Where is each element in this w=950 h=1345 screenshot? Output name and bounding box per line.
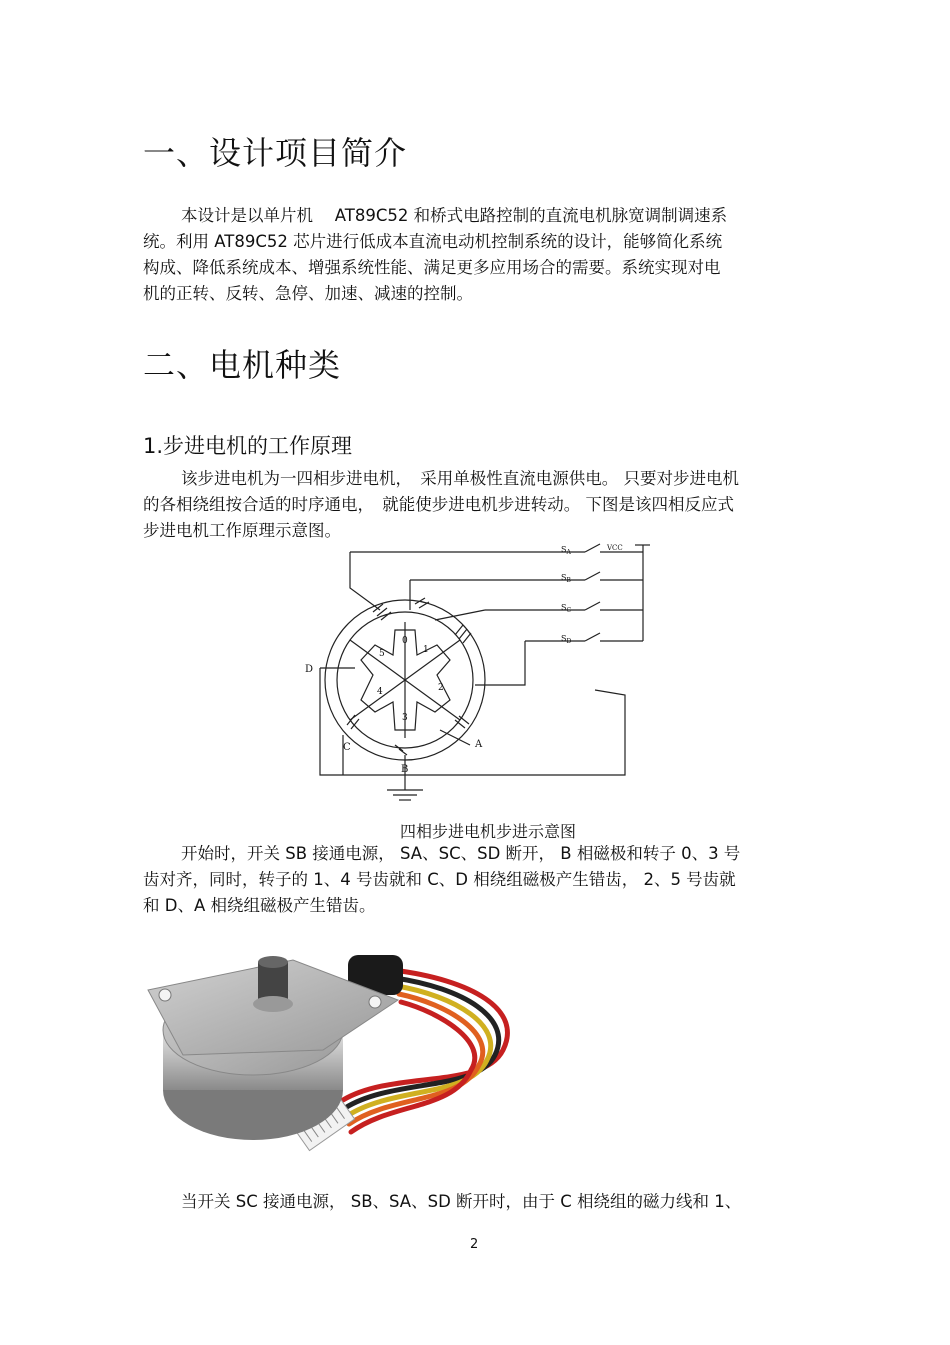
tooth-label-1: 1 (423, 645, 429, 655)
tooth-label-2: 2 (438, 683, 444, 693)
phase-label-b: B (401, 764, 409, 775)
paragraph-line: 齿对齐，同时，转子的 1、4 号齿就和 C、D 相绕组磁极产生错齿， 2、5 号齿就 (143, 870, 736, 889)
stepper-motor-photo (143, 940, 533, 1175)
paragraph-line: 该步进电机为一四相步进电机， 采用单极性直流电源供电。 只要对步进电机 (181, 469, 739, 488)
tooth-label-5: 5 (379, 649, 385, 659)
paragraph-line: 构成、降低系统成本、增强系统性能、满足更多应用场合的需要。系统实现对电 (143, 258, 721, 277)
switch-label-sa: $S_A$ (561, 545, 571, 556)
intro-paragraph (143, 203, 727, 307)
figure-caption: 四相步进电机步进示意图 (400, 822, 577, 841)
switch-label-sc: $S_C$ (561, 603, 572, 614)
switching-paragraph (143, 841, 740, 919)
phase-label-c: C (343, 742, 351, 753)
paragraph-line: 机的正转、反转、急停、加速、减速的控制。 (143, 284, 473, 303)
paragraph-line: 步进电机工作原理示意图。 (143, 521, 341, 540)
vcc-label: VCC (607, 544, 623, 552)
switch-label-sb: $S_B$ (561, 573, 571, 584)
tooth-label-3: 3 (402, 713, 408, 723)
phase-label-d: D (305, 664, 314, 675)
principle-paragraph (143, 466, 739, 544)
paragraph-line: 的各相绕组按合适的时序通电， 就能使步进电机步进转动。 下图是该四相反应式 (143, 495, 734, 514)
subsection-heading: 1.步进电机的工作原理 (143, 434, 353, 458)
paragraph-line: 和 D、A 相绕组磁极产生错齿。 (143, 896, 376, 915)
tooth-label-0: 0 (402, 636, 408, 646)
stepper-motor-diagram (295, 540, 665, 810)
section-heading-2: 二、电机种类 (143, 346, 342, 384)
continuation-paragraph: 当开关 SC 接通电源， SB、SA、SD 断开时，由于 C 相绕组的磁力线和 1、 (181, 1192, 742, 1211)
phase-label-a: A (475, 739, 483, 750)
paragraph-line: 统。利用 AT89C52 芯片进行低成本直流电动机控制系统的设计，能够简化系统 (143, 232, 723, 251)
tooth-label-4: 4 (377, 687, 383, 697)
section-heading-1: 一、设计项目简介 (143, 134, 408, 172)
switch-label-sd: $S_D$ (561, 634, 572, 645)
paragraph-line: 开始时，开关 SB 接通电源， SA、SC、SD 断开， B 相磁极和转子 0、3 号 (181, 844, 741, 863)
page-number: 2 (470, 1237, 479, 1252)
paragraph-line: 本设计是以单片机 AT89C52 和桥式电路控制的直流电机脉宽调制调速系 (181, 206, 728, 225)
